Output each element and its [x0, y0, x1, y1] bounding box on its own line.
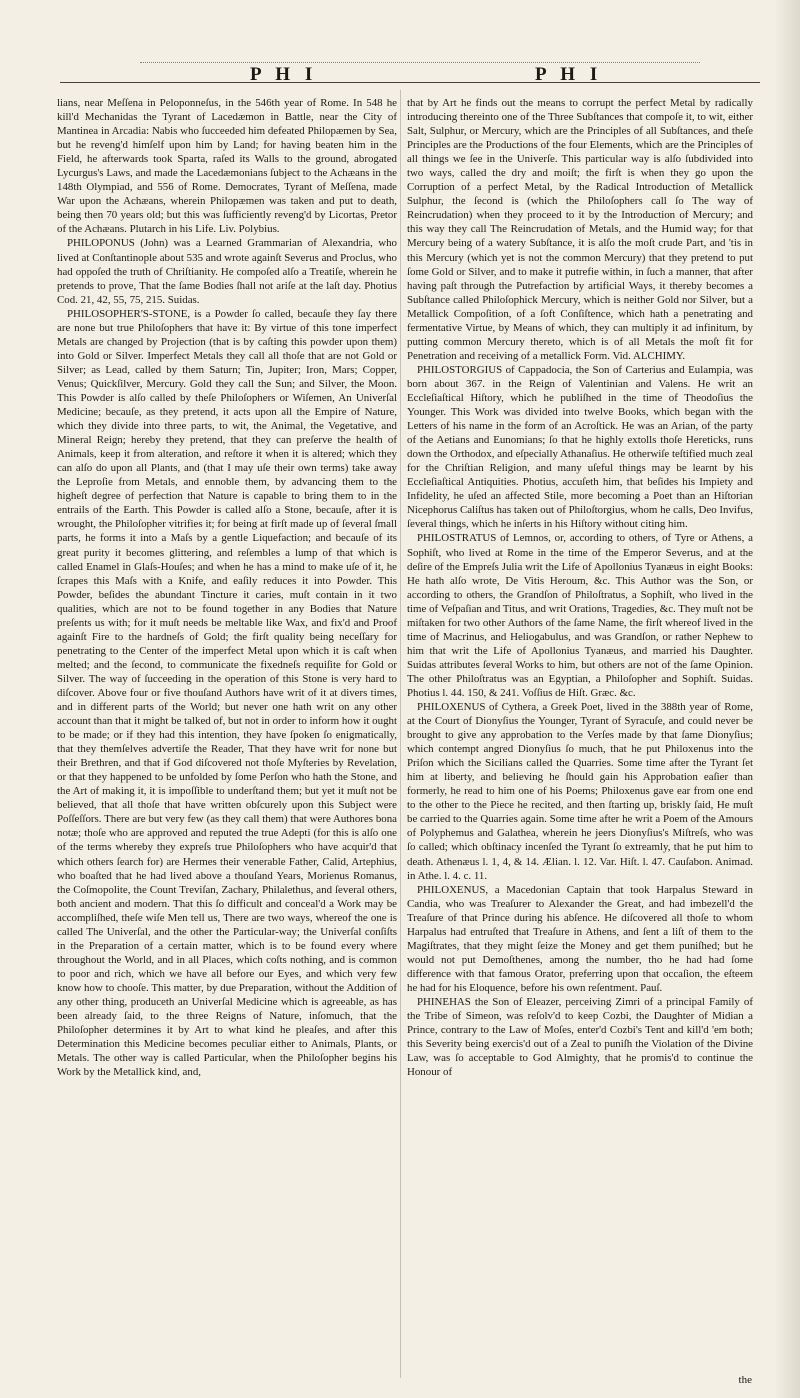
column-gutter — [400, 90, 401, 1378]
entry-philostratus: PHILOSTRATUS of Lemnos, or, according to others, of Tyre or Athens, a Sophiſt, who lived at Rome in the time of the Emperor Severus, and at the deſire of the Empreſs Julia writ the Life of Apollonius Tyanæus in eight Books: He hath alſo wrote, De Vitis Heroum, &c. This Author was the Son, or according to others, the Grandſon of Philoſtratus, a Sophiſt, who lived in the time of Veſpaſian and Titus, and writ Orations, Tragedies, &c. They muſt not be miſtaken for two other Authors of the ſame Name, the firſt whereof lived in the time of Macrinus, and Heliogabulus, and was Grandſon, or rather Nephew to him that writ the Life of Apollonius Tyanæus, and married his Daughter. Suidas attributes ſeveral Works to him, but others are not of the ſame Opinion. The other Philoſtratus was an Egyptian, a Philoſopher and Sophiſt. Suidas. Photius l. 44. 150, & 241. Voſſius de Hiſt. Græc. &c. — [407, 532, 753, 699]
entry-philostorgius: PHILOSTORGIUS of Cappadocia, the Son of Carterius and Eulampia, was born about 367. in the Reign of Valentinian and Valens. He writ an Eccleſiaſtical Hiſtory, which he publiſhed in the time of Theodoſius the Younger. This Work was divided into twelve Books, which began with the Letters of his name in the form of an Acroſtick. He was an Arian, of the party of the Aetians and Eunomians; ſo that he highly extolls thoſe Hereticks, runs down the Orthodox, and eſpecially Athanaſius. He otherwiſe teſtified much zeal for the Chriſtian Religion, and many uſeful things may be learnt by his Eccleſiaſtical Antiquities. Photius, accuſeth him, that beſides his Impiety and Infidelity, he uſed an affected Stile, more becoming a Poet than an Hiſtorian Nicephorus Caliſtus has taken out of Philoſtorgius, whom he calls, Deo Invifus, ſeveral things, which he inſerts in his Hiſtory without citing him. — [407, 363, 753, 531]
running-head-left: P H I — [250, 64, 318, 85]
right-column — [407, 96, 753, 1384]
page-edge-shadow — [774, 0, 800, 1398]
left-column — [57, 96, 397, 1384]
entry-philosophers-stone: PHILOSOPHER'S-STONE, is a Powder ſo called, becauſe they ſay there are none but true Philoſophers that have it: By virtue of this tone imperfect Metals are changed by Projection (that is by caſting this powder upon them) into Gold or Silver. Imperfect Metals they call all thoſe that are not Gold or Silver; as Lead, called by them Saturn; Tin, Jupiter; Iron, Mars; Copper, Venus; Quickſilver, Mercury. Gold they call the Sun; and Silver, the Moon. This Powder is alſo called by theſe Philoſophers or Wiſemen, An Univerſal Medicine; becauſe, as they pretend, it acts upon all the Empire of Nature, which they divide into three parts, to wit, the Animal, the Vegetative, and Mineral Reign; hereby they pretend, that they can preſerve the health of Animals, keep it from alteration, and reſtore it when it is altered; which they can alſo do upon all Plants, and (that I may uſe their own terms) take away the Leproſie from Metals, and ennoble them, by advancing them to the higheſt degree of perfection that Nature is capable to bring them to in the entrails of the Earth. This Powder is called alſo a Stone, becauſe, after it is wrought, the Philoſopher vitrifies it; for being at firſt made up of ſeveral ſmall parts, he forms it into a Maſs by a gentle Liquefaction; and becauſe of its great purity it becomes glittering, and reſembles a lump of that which is called Enamel in Glaſs-Houſes; and when he has a mind to make uſe of it, he ſcrapes this Maſs with a Knife, and eaſily reduces it into Powder. This Powder, beſides the abundant Tincture it caries, muſt contain in it two qualities, which are not to be found together in any Bodies that Nature preſents us with; for it muſt needs be meltable like Wax, and fix'd and Proof againſt Fire to the hardneſs of Gold; the firſt quality being neceſſary for penetrating to the Center of the imperfect Metal upon which it is caſt when melted; and the ſecond, to communicate the fixedneſs requiſite for Gold or Silver. The way of ſucceeding in the operation of this Stone is very hard to diſcover. Above four or five thouſand Authors have writ of it at divers times, and in different parts of the World; but never one hath writ on any other account than that it might be talked of, but not in order to inform how it ought to be made; or if they had this intention, they have ſpoken ſo enigmatically, that they themſelves advertiſe the Reader, That they have writ for none but their Brethren, and that if God diſcovered not thoſe Myſteries by Revelation, or that they happened to be unfolded by ſome Perſon who hath the Stone, and the Art of making it, it is impoſſible to underſtand them; but yet it muſt not be believed, that all thoſe that have written obſcurely upon this Subject were Poſſeſſors. There are but very few (as they call them) that were Authores bona notæ; thoſe who are approved and reputed the true Adepti (for this is alſo one of the terms whereby they expreſs true Philoſophers who have acquir'd that which others ſearch for) are Hermes their venerable Father, Calid, Artephius, who boaſted that he had lived above a thouſand Years, Morienus Romanus, the Coſmopolite, the Count Treviſan, Zachary, Philalethus, and ſeveral others, both ancient and modern. That this ſo difficult and conceal'd a Work may be accompliſhed, theſe wiſe Men tell us, There are two ways, whereof the one is called The Univerſal, and the other the Particular-way; the Univerſal conſiſts in the Preparation of a certain matter, which is to be found every where throughout the World, and in all Places, which coſts nothing, and is common to poor and rich, which we have all before our Eyes, and which very few know how to chooſe. This matter, by due Preparation, without the Addition of any other thing, produceth an Univerſal Medicine which is agreeable, as has been already ſaid, to the three Reigns of Nature, inſomuch, that the Philoſopher determines it by Art to what kind he pleaſes, and after this Determination this Medicine becomes peculiar either to Animals, Plants, or Metals. The other way is called Particular, when the Philoſopher begins his Work by the Metallick kind, and, — [57, 307, 397, 1079]
entry-philoxenus-captain: PHILOXENUS, a Macedonian Captain that took Harpalus Steward in Candia, who was Treaſurer to Alexander the Great, and had imbezell'd the Treaſure of that Prince during his abſence. He diſcovered all thoſe to whom Harpalus had entruſted that Treaſure in Athens, and ſent a liſt of them to the Magiſtrates, that they might ſeize the Money and get them puniſhed; but he would not put Demoſthenes, among the number, tho he had had ſome difference with that famous Orator, preferring upon that occaſion, the eſteem he had for his Eloquence, before his own reſentment. Pauſ. — [407, 883, 753, 994]
entry-philoponus: PHILOPONUS (John) was a Learned Grammarian of Alexandria, who lived at Conſtantinople about 535 and wrote againſt Severus and Proclus, who had oppoſed the truth of Chriſtianity. He compoſed alſo a Treatiſe, wherein he pretends to prove, That the ſame Bodies ſhall not ariſe at the laſt day. Photius Cod. 21, 42, 55, 75, 215. Suidas. — [57, 237, 397, 306]
entry-philoxenus-poet: PHILOXENUS of Cythera, a Greek Poet, lived in the 388th year of Rome, at the Court of Dionyſius the Younger, Tyrant of Syracuſe, and could never be brought to give any approbation to the Verſes made by that ſame Dionyſius; which contempt angred Dionyſius ſo much, that he put Philoxenus into the Priſon which the Sicilians called the Quarries. Some time after the Tyrant ſet him at liberty, and believing he ſhould gain his Approbation eaſier than formerly, he read to him one of his Poems; Philoxenus gave ear from one end to the other to the Piece he recited, and then ſtarting up, briskly ſaid, He muſt be carried to the Quarries again. Some time after he writ a Poem of the Amours of Polyphemus and Galathea, wherein he jeers Dionyſius's Miſtreſs, who was ſo called; which obſtinacy incenſed the Tyrant ſo extreamly, that he put him to death. Athenæus l. 1, 4, & 14. Ælian. l. 12. Var. Hiſt. l. 47. Cauſabon. Animad. in Athe. l. 4. c. 11. — [407, 701, 753, 882]
entry-phinehas: PHINEHAS the Son of Eleazer, perceiving Zimri of a principal Family of the Tribe of Simeon, was reſolv'd to keep Cozbi, the Daughter of Midian a Prince, contrary to the Law of Moſes, enter'd Cozbi's Tent and kill'd 'em both; this Severity being exercis'd out of a Zeal to puniſh the Violation of the Divine Law, was ſo acceptable to God Almighty, that he promis'd to continue the Honour of — [407, 996, 753, 1079]
header-rule — [60, 58, 760, 83]
running-head-right: P H I — [535, 64, 603, 85]
catchword: the — [738, 1374, 752, 1386]
entry-philopoemen-continued: lians, near Meſſena in Peloponneſus, in the 546th year of Rome. In 548 he kill'd Mechanidas the Tyrant of Lacedæmon in Battle, near the City of Mantinea in Arcadia: Nabis who ſucceeded him defeated Philopæmen by Sea, but he reveng'd himſelf upon him by Land; for having beaten him in the Field, he afterwards took Sparta, raſed its Walls to the ground, abrogated Lycurgus's Laws, and made the Lacedæmonians ſubject to the Achæans in the 148th Olympiad, and 556 of Rome. Democrates, Tyrant of Meſſena, made War upon the Achæans, wherein Philopæmen was taken and put to death, being then 70 years old; but this was ſufficiently reveng'd by Licortas, Pretor of the Achæans. Plutarch in his Life. Liv. Polybius. — [57, 97, 397, 236]
entry-philosophers-stone-continued: that by Art he finds out the means to corrupt the perfect Metal by radically introducing thereinto one of the Three Subſtances that compoſe it, to wit, either Salt, Sulphur, or Mercury, which are the Principles of all Subſtances, and theſe Principles are the Productions of the four Elements, which are the Principles of all things we ſee in the Univerſe. This particular way is alſo ſubdivided into two ways, called the dry and moiſt; the firſt is when they go upon the Corruption of a perfect Metal, by the Radical Introduction of Metallick Sulphur, the ſecond is (which the Philoſophers call ſo The way of Reincrudation) when they proceed to it by the Introduction of Mercury; and this way they call The Reincrudation of Metals, and the Humid way; for that Mercury being of a watery Subſtance, it is alſo the moſt crude Part, and 'tis in this Mercury (which yet is not the common Mercury) that they pretend to put ſome Gold or Silver, and to make it putrefie within, in ſuch a manner, that after having paſt through the Putrefaction by artificial Ways, it thereby becomes a Subſtance called Philoſophick Mercury, which is neither Gold nor Silver, but a Metallick Compoſition, of a ſoft Conſiſtence, which hath a penetrating and fermentative Virtue, by Means of which, they can multiply it ad infinitum, by putting common Mercury thereto, which is of all Metals the moſt fit for Penetration and receiving of a metallick Form. Vid. ALCHIMY. — [407, 97, 753, 362]
